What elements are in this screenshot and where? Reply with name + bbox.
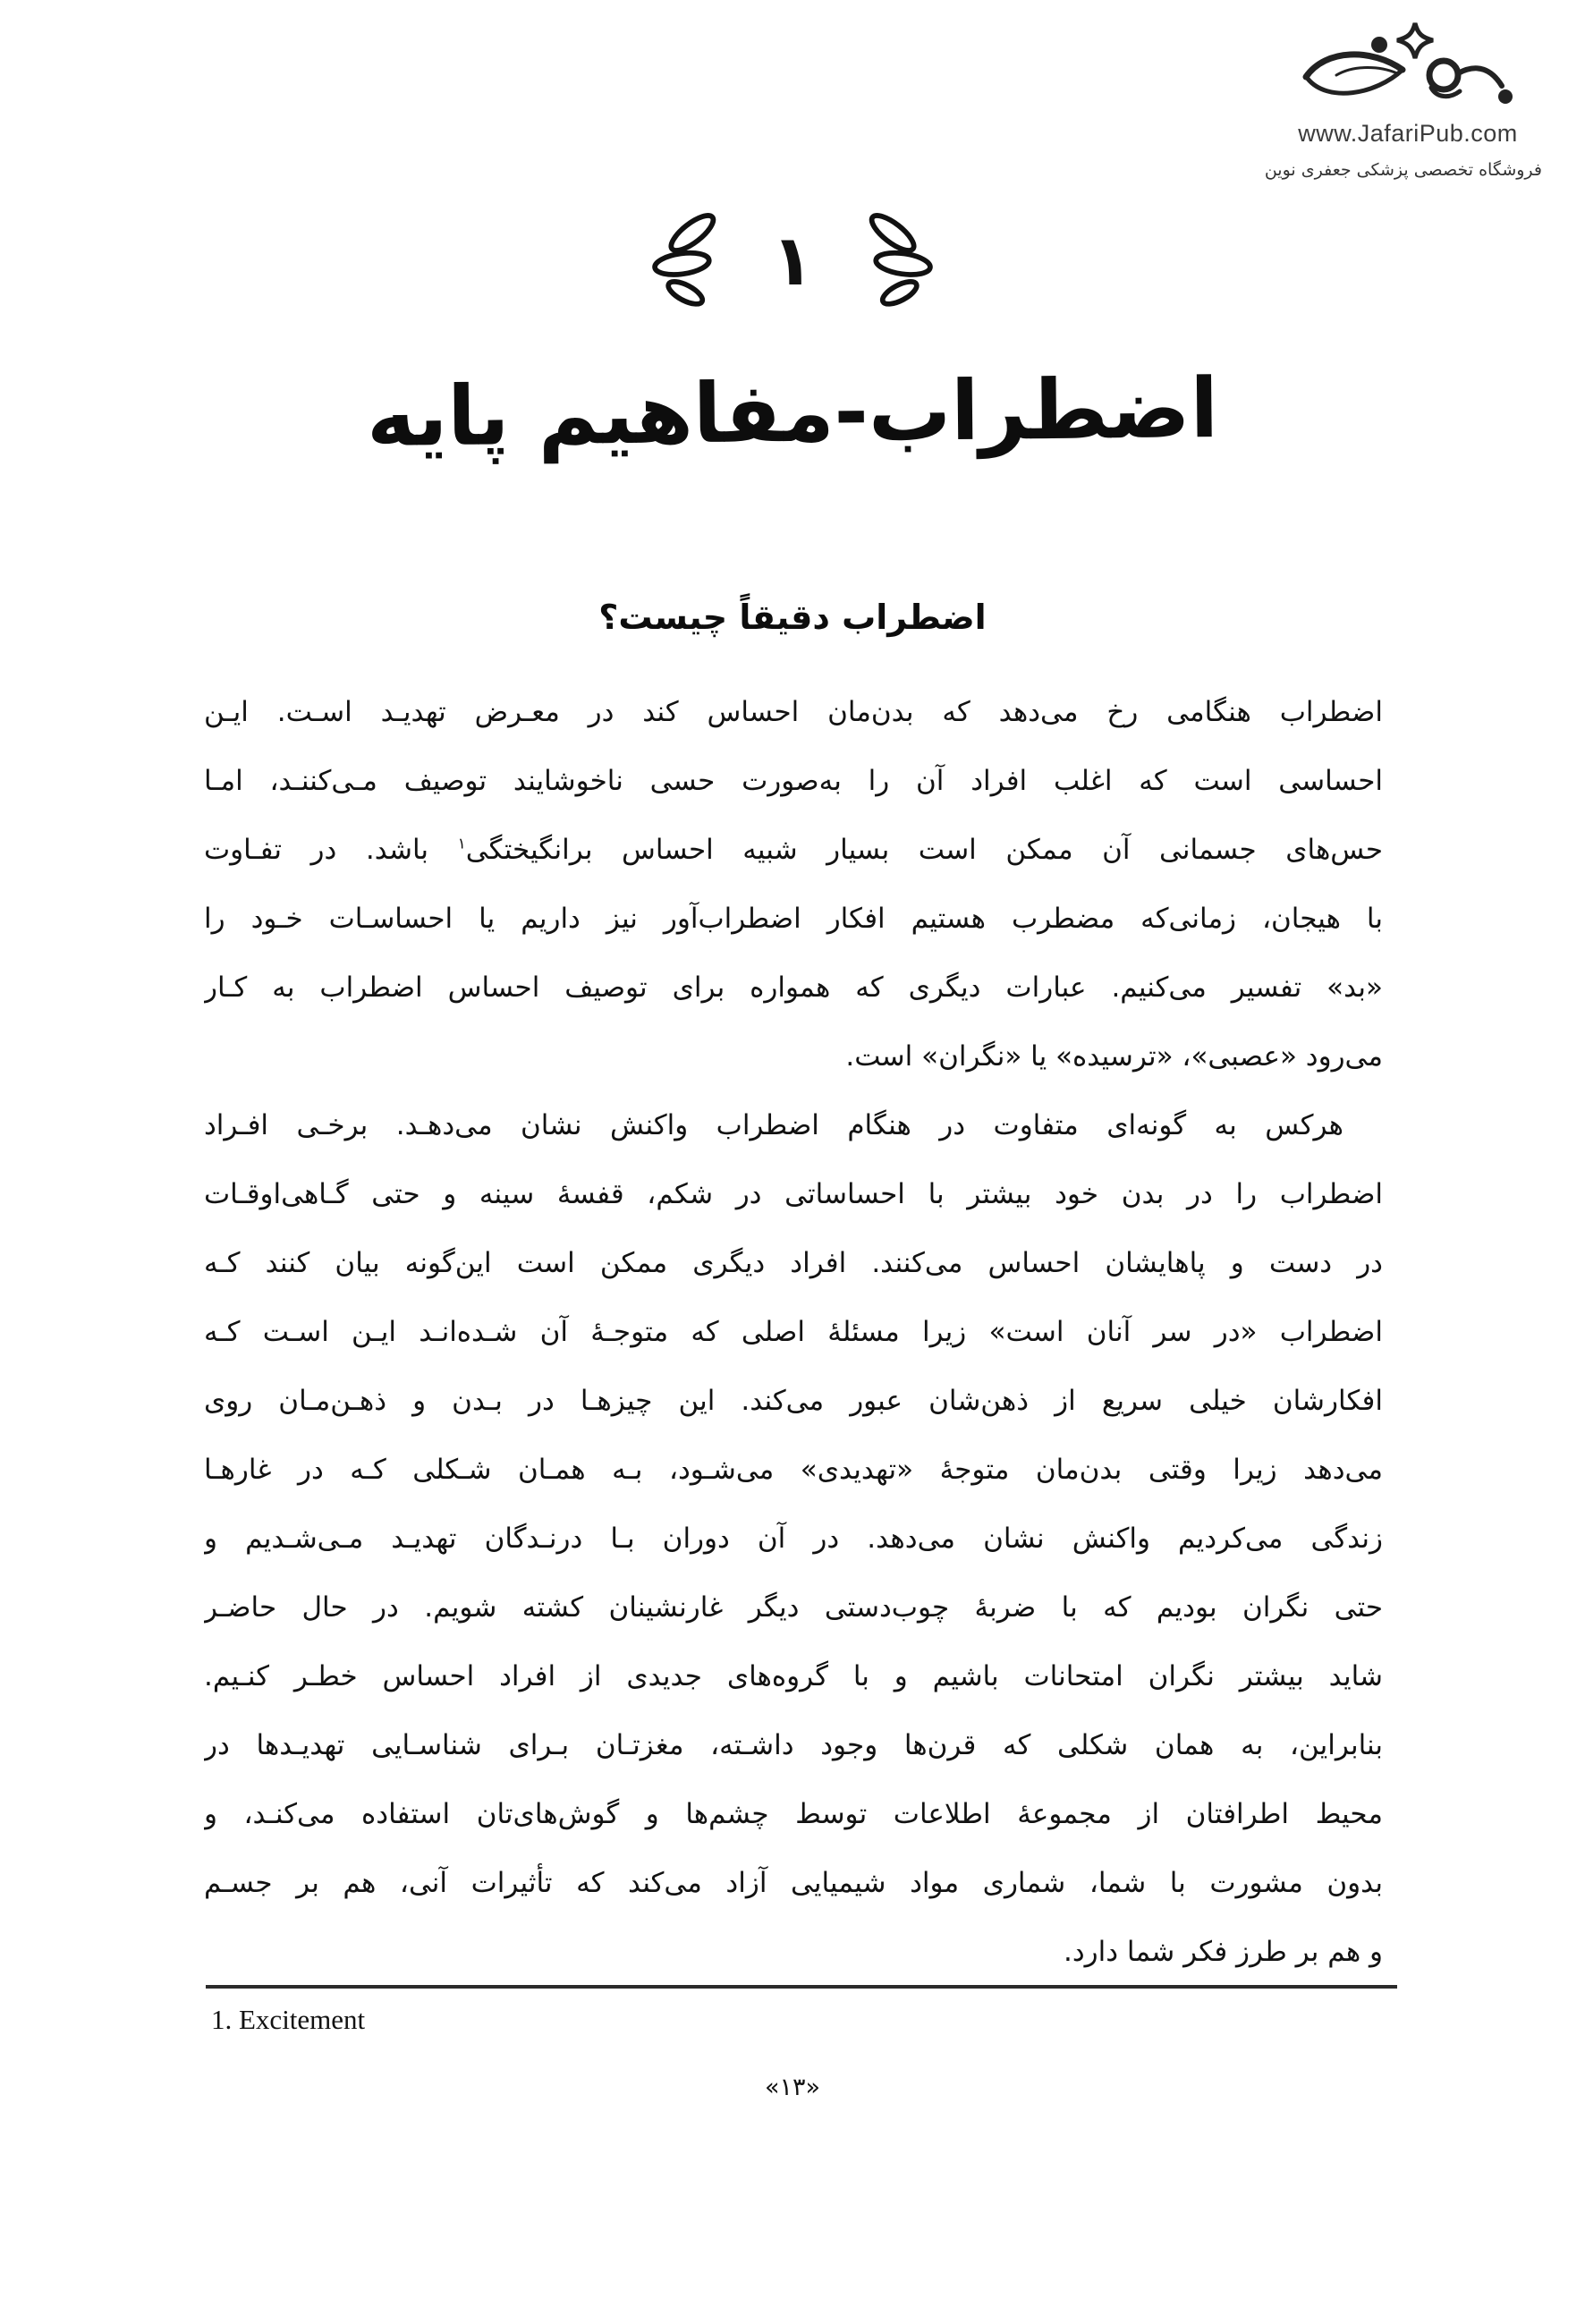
footnote-divider (206, 1985, 1397, 1989)
body-line: «بد» تفسیر می‌کنیم. عبارات دیگری که همواره برای توصیف احساس اضطراب به کـار (204, 971, 1383, 1004)
body-line: می‌دهد زیرا وقتی بدن‌مان متوجهٔ «تهدیدی» می‌شـود، بـه همـان شـکلی کـه در غارهـا (204, 1454, 1383, 1486)
petal-ornament-right-icon (857, 209, 934, 313)
body-line: و هم بر طرز فکر شما دارد. (1064, 1936, 1383, 1968)
body-line: محیط اطرافتان از مجموعهٔ اطلاعات توسط چشم‌ها و گوش‌های‌تان استفاده می‌کنـد، و (204, 1798, 1383, 1830)
footnote-marker: ۱ (457, 835, 466, 853)
chapter-number: ۱ (771, 221, 814, 301)
body-line: حس‌های جسمانی آن ممکن است بسیار شبیه احساس برانگیختگی$^۱$ باشد. در تفـاوت (204, 834, 1383, 866)
body-line: زندگی می‌کردیم واکنش نشان می‌دهد. در آن دوران بـا درنـدگان تهدیـد مـی‌شـدیم و (204, 1522, 1383, 1555)
body-line: بنابراین، به همان شکلی که قرن‌ها وجود داشـته، مغزتـان بـرای شناسـایی تهدیـدها در (204, 1729, 1383, 1761)
body-line: در دست و پاهایشان احساس می‌کنند. افراد دیگری ممکن است این‌گونه بیان کنند کـه (204, 1247, 1383, 1279)
body-line: احساسی است که اغلب افراد آن را به‌صورت حسی ناخوشایند توصیف مـی‌کننـد، امـا (204, 765, 1383, 797)
chapter-title: اضطراب-مفاهیم پایه (366, 360, 1219, 465)
footnote-text: 1. Excitement (211, 2004, 366, 2035)
section-heading: اضطراب دقیقاً چیست؟ (598, 598, 987, 637)
publisher-website: www.JafariPub.com (1298, 120, 1518, 147)
body-line: اضطراب هنگامی رخ می‌دهد که بدن‌مان احساس کند در معـرض تهدیـد اسـت. ایـن (204, 696, 1383, 728)
body-line: اضطراب را در بدن خود بیشتر با احساساتی در شکم، قفسهٔ سینه و حتی گـاهی‌اوقـات (204, 1178, 1383, 1210)
body-line: اضطراب «در سر آنان است» زیرا مسئلهٔ اصلی که متوجـهٔ آن شـده‌انـد ایـن اسـت کـه (204, 1316, 1383, 1348)
publisher-tagline: فروشگاه تخصصی پزشکی جعفری نوین (1264, 160, 1542, 180)
body-line: افکارشان خیلی سریع از ذهن‌شان عبور می‌کند. این چیزهـا در بـدن و ذهـن‌مـان روی (204, 1385, 1383, 1417)
publisher-calligraphy-logo-icon (1296, 20, 1520, 118)
body-text (204, 678, 1383, 1987)
body-line: با هیجان، زمانی‌که مضطرب هستیم افکار اضطراب‌آور نیز داریم یا احساسـات خـود را (204, 903, 1383, 935)
publisher-logo-block (1264, 20, 1542, 180)
body-line: حتی نگران بودیم که با ضربهٔ چوب‌دستی دیگر غارنشینان کشته شویم. در حال حاضـر (204, 1591, 1383, 1624)
body-line: هرکس به گونه‌ای متفاوت در هنگام اضطراب واکنش نشان می‌دهـد. برخـی افـراد (204, 1109, 1343, 1141)
body-line: شاید بیشتر نگران امتحانات باشیم و با گروه‌های جدیدی از افراد احساس خطـر کنـیم. (204, 1660, 1383, 1692)
body-line: بدون مشورت با شما، شماری مواد شیمیایی آزاد می‌کند که تأثیرات آنی، هم بر جسـم (204, 1867, 1383, 1899)
page-number: «۱۳» (764, 2074, 821, 2101)
body-line: می‌رود «عصبی»، «ترسیده» یا «نگران» است. (845, 1040, 1383, 1073)
chapter-ornament-row (0, 208, 1585, 315)
petal-ornament-left-icon (651, 209, 728, 313)
